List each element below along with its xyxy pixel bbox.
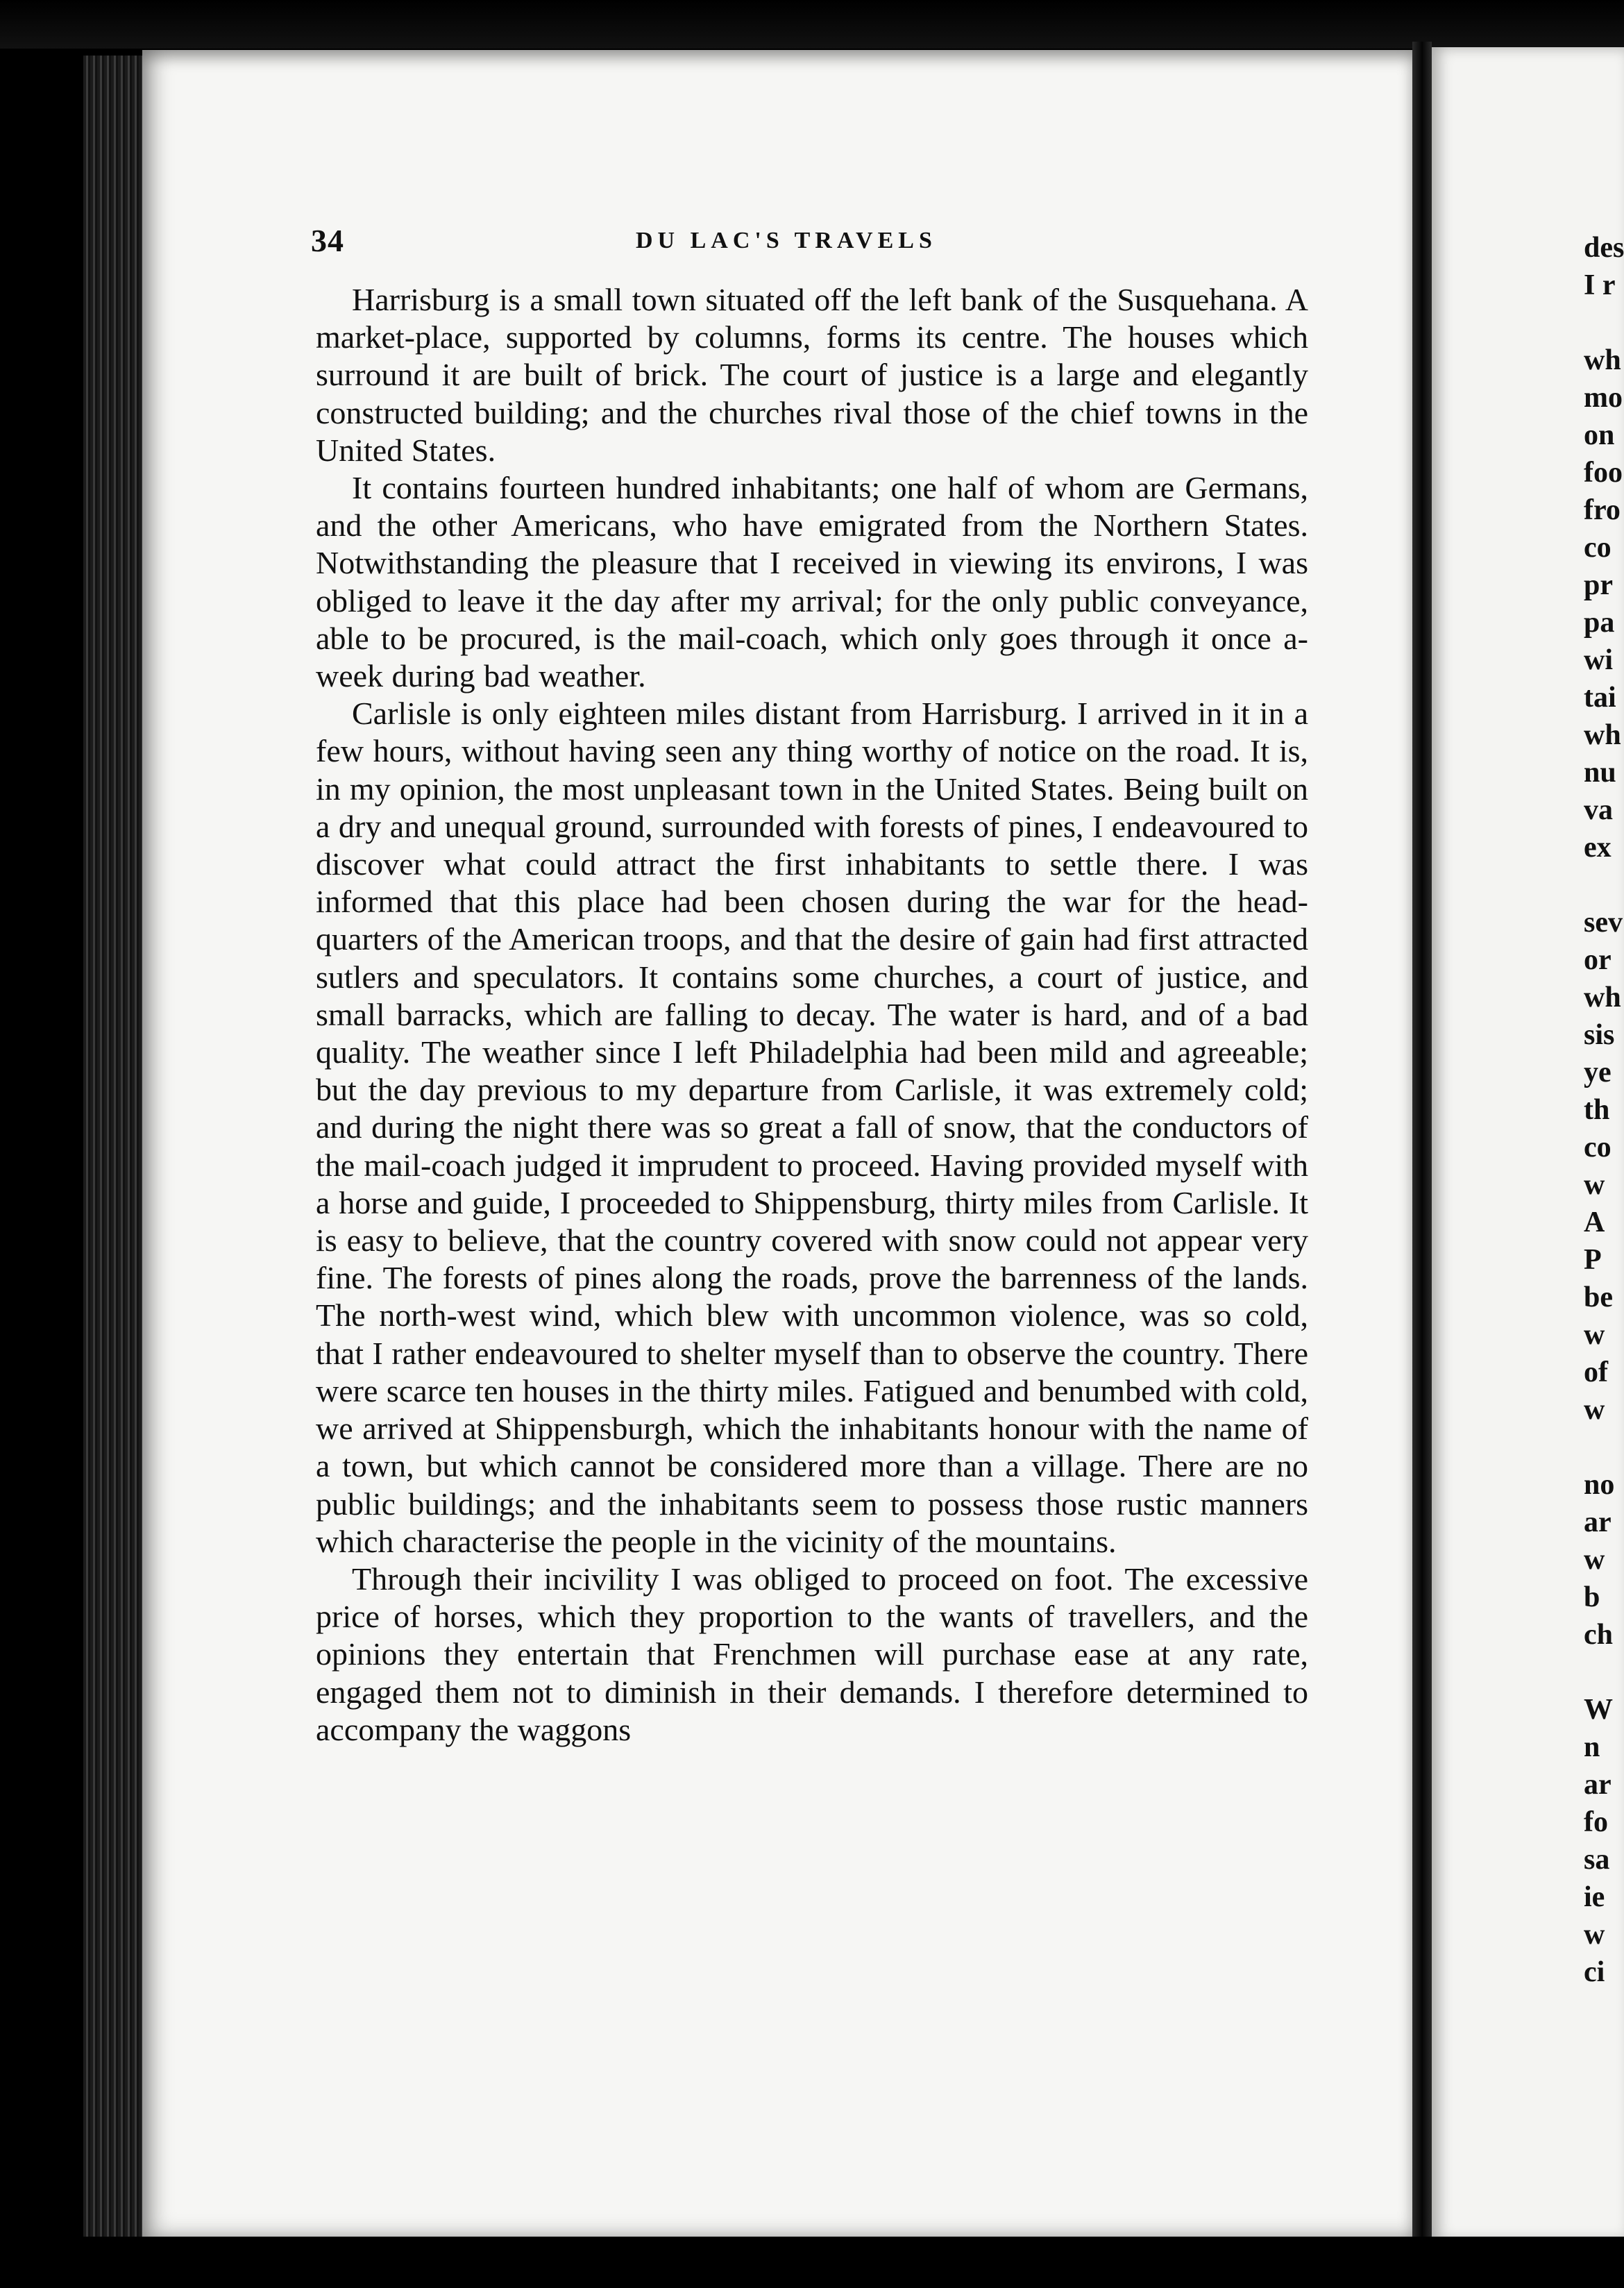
facing-page-fragment: fo	[1584, 1806, 1608, 1838]
page-header	[311, 222, 1310, 264]
facing-page-fragment	[1584, 304, 1624, 342]
facing-page-fragment: b	[1584, 1581, 1600, 1613]
facing-page-fragment: be	[1584, 1281, 1613, 1313]
facing-page-fragment: w	[1584, 1319, 1605, 1351]
facing-page-fragment: tai	[1584, 682, 1616, 714]
paragraph-inhabitants: It contains fourteen hundred inhabitants; one half of whom are Germans, and the other Americans, who have emigrated from the Northern States. Notwithstanding the pleasure that I received in viewing its environs, I was obliged to leave it the day after my arrival; for the only public conveyance, able to be procured, is the mail-coach, which only goes through it once a-week during bad weather.	[316, 470, 1308, 694]
facing-page-fragment: mo	[1584, 382, 1623, 414]
facing-page-fragment: co	[1584, 1132, 1612, 1163]
facing-page-fragment: th	[1584, 1094, 1610, 1126]
facing-page-fragment: W	[1584, 1694, 1613, 1726]
paragraph-carlisle: Carlisle is only eighteen miles distant from Harrisburg. I arrived in it in a few hours, without having seen any thing worthy of notice on the road. It is, in my opinion, the most unpleasant town in the United States. Being built on a dry and unequal ground, surrounded with forests of pines, I endeavoured to discover what could attract the first inhabitants to settle there. I was informed that this place had been chosen during the war for the head-quarters of the American troops, and that the desire of gain had first attracted sutlers and speculators. It contains some churches, a court of justice, and small barracks, which are falling to decay. The water is hard, and of a bad quality. The weather since I left Philadelphia had been mild and agreeable; but the day previous to my departure from Carlisle, it was extremely cold; and during the night there was so great a fall of snow, that the conductors of the mail-coach judged it imprudent to proceed. Having provided myself with a horse and guide, I proceeded to Shippensburg, thirty miles from Carlisle. It is easy to believe, that the country covered with snow could not appear very fine. The forests of pines along the roads, prove the barrenness of the lands. The north-west wind, which blew with uncommon violence, was so cold, that I rather endeavoured to shelter myself than to observe the country. There were scarce ten houses in the thirty miles. Fatigued and benumbed with cold, we arrived at Shippensburgh, which the inhabitants honour with the name of a town, but which cannot be considered more than a village. There are no public buildings; and the inhabitants seem to possess those rustic manners which characterise the people in the vicinity of the mountains.	[316, 696, 1308, 1559]
facing-page-fragment: ci	[1584, 1956, 1605, 1988]
paragraph-harrisburg: Harrisburg is a small town situated off the left bank of the Susquehana. A market-place, supported by columns, forms its centre. The houses which surround it are built of brick. The court of justice is a large and elegantly constructed building; and the churches rival those of the chief towns in the United States.	[316, 282, 1308, 468]
facing-page-fragment: ex	[1584, 832, 1612, 864]
facing-page-fragment: no	[1584, 1469, 1615, 1501]
facing-page-fragment: A	[1584, 1206, 1605, 1238]
facing-page-fragment: ch	[1584, 1619, 1613, 1651]
facing-page-fragment	[1584, 866, 1624, 904]
facing-page-fragment: ar	[1584, 1506, 1612, 1538]
facing-page-fragment: sis	[1584, 1019, 1615, 1051]
facing-page-fragment: des	[1584, 232, 1624, 264]
facing-page-fragment: w	[1584, 1544, 1605, 1576]
facing-page-fragment: ye	[1584, 1057, 1612, 1088]
page-number: 34	[311, 223, 344, 258]
facing-page-fragment: w	[1584, 1919, 1605, 1951]
facing-page-fragment	[1584, 1429, 1624, 1466]
facing-page-fragment: wh	[1584, 344, 1621, 376]
facing-page-fragment: foo	[1584, 457, 1623, 489]
facing-page-text-fragments	[1584, 229, 1624, 1991]
facing-page-fragment: n	[1584, 1731, 1600, 1763]
facing-page-fragment: w	[1584, 1394, 1605, 1426]
facing-page-fragment: P	[1584, 1244, 1602, 1276]
facing-page-fragment: va	[1584, 794, 1613, 826]
book-gutter	[1412, 42, 1432, 2249]
facing-page-fragment: ie	[1584, 1881, 1605, 1913]
facing-page-fragment: of	[1584, 1356, 1608, 1388]
facing-page-fragment: ar	[1584, 1769, 1612, 1801]
paragraph-incivility: Through their incivility I was obliged to proceed on foot. The excessive price of horses, which they proportion to the wants of travellers, and the opinions they entertain that Frenchmen will purchase ease at any rate, engaged them not to diminish in their demands. I therefore determined to accompany the waggons	[316, 1561, 1308, 1747]
facing-page-fragment	[1584, 1654, 1624, 1691]
facing-page-fragment: co	[1584, 532, 1612, 564]
facing-page-fragment: sa	[1584, 1844, 1610, 1876]
scan-bottom-shadow	[0, 2237, 1624, 2288]
facing-page-fragment: wh	[1584, 982, 1621, 1013]
facing-page-fragment: sev	[1584, 907, 1623, 939]
facing-page-fragment: wi	[1584, 644, 1613, 676]
facing-page-fragment: pr	[1584, 569, 1613, 601]
facing-page-fragment: fro	[1584, 494, 1621, 526]
facing-page-fragment: wh	[1584, 719, 1621, 751]
book-page-edges	[83, 56, 142, 2277]
facing-page-fragment: nu	[1584, 757, 1616, 789]
running-head: DU LAC'S TRAVELS	[636, 228, 937, 253]
facing-page-fragment: w	[1584, 1169, 1605, 1201]
body-text	[316, 281, 1308, 1749]
facing-page-fragment: pa	[1584, 607, 1615, 639]
scan-top-shadow	[0, 0, 1624, 49]
facing-page-fragment: or	[1584, 944, 1612, 976]
facing-page-fragment: I r	[1584, 269, 1616, 301]
facing-page-fragment: on	[1584, 419, 1615, 451]
